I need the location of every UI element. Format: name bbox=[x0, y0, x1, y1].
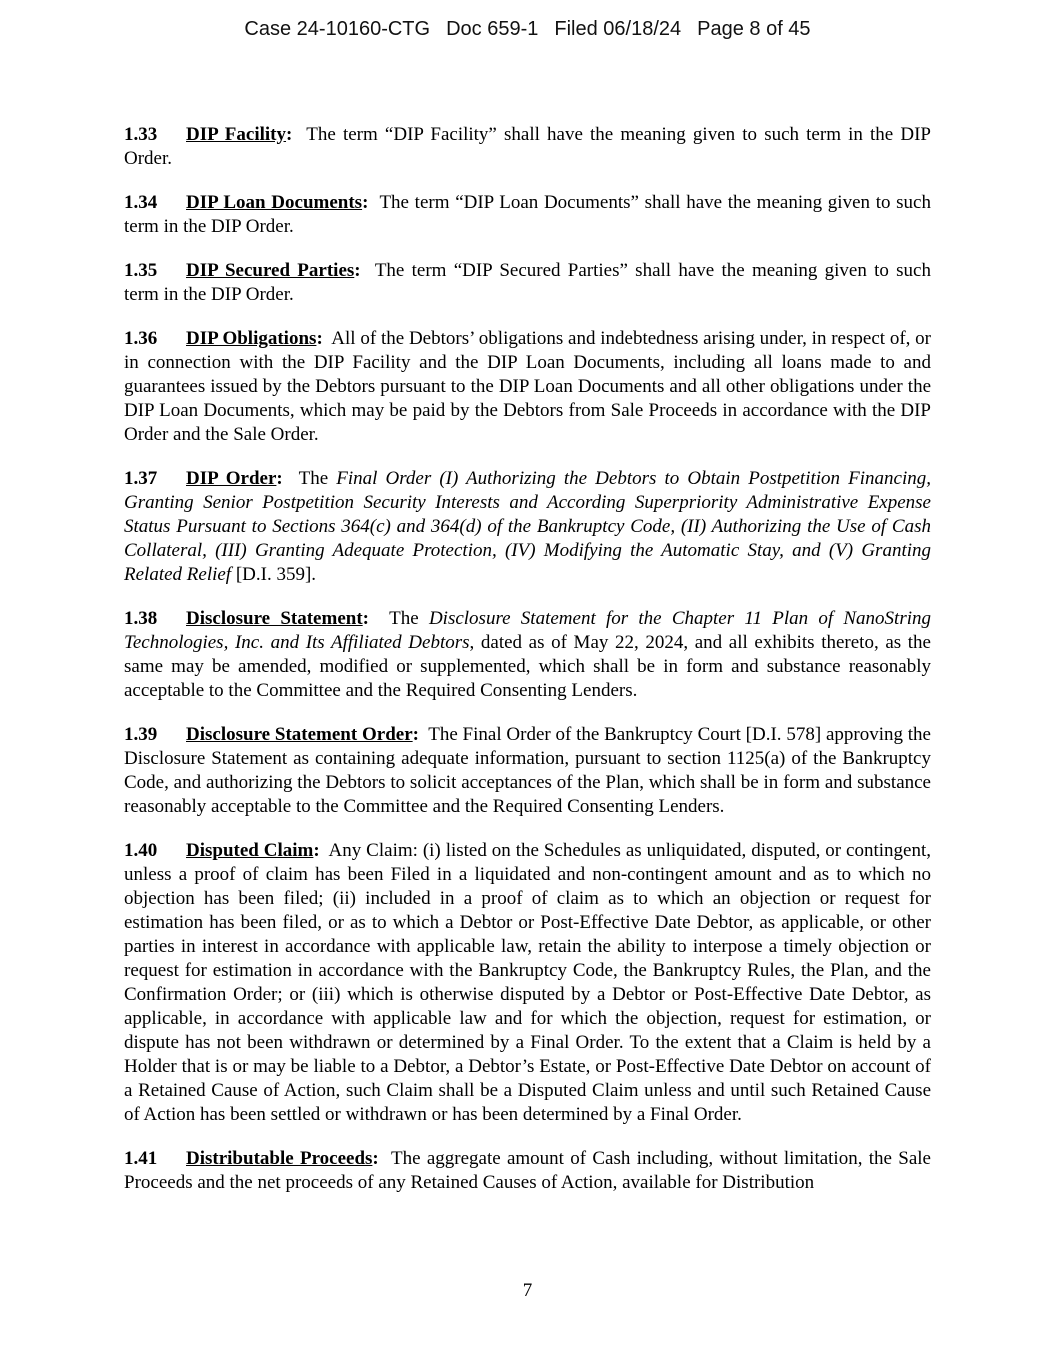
statement-title: Disclosure Statement for the Chapter 11 Plan of NanoString Technologies, Inc. and Its Affiliated Debtors bbox=[124, 608, 931, 653]
section-text: All of the Debtors’ obligations and indebtedness arising under, in respect of, or in connection with the DIP Facility and the DIP Loan Documents, including all loans made to and guarantees issued by the Debtors pursuant to the DIP Loan Documents and all other obligations under the DIP Loan Documents, which may be paid by the Debtors from Sale Proceeds in accordance with the DIP Order and the Sale Order. bbox=[124, 328, 931, 445]
section-number: 1.36 bbox=[124, 328, 158, 349]
section-text: The aggregate amount of Cash including, without limitation, the Sale Proceeds and the net proceeds of any Retained Causes of Action, available for Distribution bbox=[124, 1148, 931, 1193]
doc-number: Doc 659-1 bbox=[446, 18, 539, 40]
defined-term: Disclosure Statement Order bbox=[186, 724, 413, 745]
section-text: The Final Order of the Bankruptcy Court [D.I. 578] approving the Disclosure Statement as containing adequate information, pursuant to section 1125(a) of the Bankruptcy Code, and authorizing the Debtors to solicit acceptances of the Plan, which shall be in form and substance reasonably acceptable to the Committee and the Required Consenting Lenders. bbox=[124, 724, 931, 817]
section-text-pre: The bbox=[389, 608, 419, 629]
case-header bbox=[0, 18, 1055, 41]
defined-term: DIP Obligations bbox=[186, 328, 317, 349]
defined-term: DIP Facility bbox=[186, 124, 287, 145]
section-1-39: 1.39 Disclosure Statement Order: The Final Order of the Bankruptcy Court [D.I. 578] approving the Disclosure Statement as containing adequate information, pursuant to section 1125(a) of the Bankruptcy Code, and authorizing the Debtors to solicit acceptances of the Plan, which shall be in form and substance reasonably acceptable to the Committee and the Required Consenting Lenders. bbox=[124, 724, 931, 817]
section-1-37: 1.37 DIP Order: The Final Order (I) Authorizing the Debtors to Obtain Postpetition Financing, Granting Senior Postpetition Security Interests and According Superpriority Administrative Expense Status Pursuant to Sections 364(c) and 364(d) of the Bankruptcy Code, (II) Authorizing the Use of Cash Collateral, (III) Granting Adequate Protection, (IV) Modifying the Automatic Stay, and (V) Granting Related Relief [D.I. 359]. bbox=[124, 468, 931, 585]
section-number: 1.37 bbox=[124, 468, 158, 489]
section-1-41: 1.41 Distributable Proceeds: The aggregate amount of Cash including, without limitation, the Sale Proceeds and the net proceeds of any Retained Causes of Action, available for Distribution bbox=[124, 1148, 931, 1193]
section-1-36: 1.36 DIP Obligations: All of the Debtors’ obligations and indebtedness arising under, in respect of, or in connection with the DIP Facility and the DIP Loan Documents, including all loans made to and guarantees issued by the Debtors pursuant to the DIP Loan Documents and all other obligations under the DIP Loan Documents, which may be paid by the Debtors from Sale Proceeds in accordance with the DIP Order and the Sale Order. bbox=[124, 328, 931, 445]
section-number: 1.39 bbox=[124, 724, 158, 745]
section-text-pre: The bbox=[298, 468, 329, 489]
page-number: 7 bbox=[522, 1280, 533, 1301]
section-1-33: 1.33 DIP Facility: The term “DIP Facility” shall have the meaning given to such term in the DIP Order. bbox=[124, 124, 931, 169]
document-body bbox=[124, 123, 931, 1215]
section-1-40: 1.40 Disputed Claim: Any Claim: (i) listed on the Schedules as unliquidated, disputed, or contingent, unless a proof of claim has been Filed in a liquidated and non-contingent amount and as to which no objection has been filed; (ii) included in a proof of claim as to which an objection or request for estimation has been filed, or as to which a Debtor or Post-Effective Date Debtor, as applicable, or other parties in interest in accordance with applicable law, retain the ability to interpose a timely objection or request for estimation in accordance with the Bankruptcy Code, the Bankruptcy Rules, the Plan, and the Confirmation Order; or (iii) which is otherwise disputed by a Debtor or Post-Effective Date Debtor, as applicable, in accordance with applicable law and for which the objection, request for estimation, or dispute has not been withdrawn or determined by a Final Order. To the extent that a Claim is held by a Holder that is or may be liable to a Debtor, a Debtor’s Estate, or Post-Effective Date Debtor on account of a Retained Cause of Action, such Claim shall be a Disputed Claim unless and until such Retained Cause of Action has been settled or withdrawn or has been determined by a Final Order. bbox=[124, 840, 931, 1125]
section-text: The term “DIP Loan Documents” shall have the meaning given to such term in the DIP Order. bbox=[124, 192, 931, 237]
section-1-38: 1.38 Disclosure Statement: The Disclosure Statement for the Chapter 11 Plan of NanoString Technologies, Inc. and Its Affiliated Debtors, dated as of May 22, 2024, and all exhibits thereto, as the same may be amended, modified or supplemented, which shall be in form and substance reasonably acceptable to the Committee and the Required Consenting Lenders. bbox=[124, 608, 931, 701]
defined-term: DIP Order bbox=[186, 468, 277, 489]
defined-term: DIP Loan Documents bbox=[186, 192, 363, 213]
defined-term: Disclosure Statement bbox=[186, 608, 363, 629]
section-number: 1.40 bbox=[124, 840, 158, 861]
section-number: 1.33 bbox=[124, 124, 158, 145]
defined-term: Distributable Proceeds bbox=[186, 1148, 373, 1169]
section-number: 1.34 bbox=[124, 192, 158, 213]
page-indicator: Page 8 of 45 bbox=[697, 18, 811, 40]
order-title: Final Order (I) Authorizing the Debtors to Obtain Postpetition Financing, Granting Senior Postpetition Security Interests and According Superpriority Administrative Expense Status Pursuant to Sections 364(c) and 364(d) of the Bankruptcy Code, (II) Authorizing the Use of Cash Collateral, (III) Granting Adequate Protection, (IV) Modifying the Automatic Stay, and (V) Granting Related Relief bbox=[124, 468, 931, 585]
section-1-34: 1.34 DIP Loan Documents: The term “DIP Loan Documents” shall have the meaning given to such term in the DIP Order. bbox=[124, 192, 931, 237]
case-number: Case 24-10160-CTG bbox=[244, 18, 431, 40]
section-number: 1.41 bbox=[124, 1148, 158, 1169]
section-text: Any Claim: (i) listed on the Schedules as unliquidated, disputed, or contingent, unless a proof of claim has been Filed in a liquidated and non-contingent amount and as to which no objection has been filed; (ii) included in a proof of claim as to which an objection or request for estimation has been filed, or as to which a Debtor or Post-Effective Date Debtor, as applicable, or other parties in interest in accordance with applicable law, retain the ability to interpose a timely objection or request for estimation in accordance with the Bankruptcy Code, the Bankruptcy Rules, the Plan, and the Confirmation Order; or (iii) which is otherwise disputed by a Debtor or Post-Effective Date Debtor, as applicable, in accordance with applicable law and for which the objection, request for estimation, or dispute has not been withdrawn or determined by a Final Order. To the extent that a Claim is held by a Holder that is or may be liable to a Debtor, a Debtor’s Estate, or Post-Effective Date Debtor on account of a Retained Cause of Action, such Claim shall be a Disputed Claim unless and until such Retained Cause of Action has been settled or withdrawn or has been determined by a Final Order. bbox=[124, 840, 931, 1125]
section-text-post: [D.I. 359]. bbox=[235, 564, 317, 585]
section-number: 1.35 bbox=[124, 260, 158, 281]
section-text: The term “DIP Secured Parties” shall have the meaning given to such term in the DIP Order. bbox=[124, 260, 931, 305]
defined-term: Disputed Claim bbox=[186, 840, 314, 861]
defined-term: DIP Secured Parties bbox=[186, 260, 355, 281]
filed-date: Filed 06/18/24 bbox=[554, 18, 682, 40]
section-number: 1.38 bbox=[124, 608, 158, 629]
section-1-35: 1.35 DIP Secured Parties: The term “DIP Secured Parties” shall have the meaning given to such term in the DIP Order. bbox=[124, 260, 931, 305]
section-text: The term “DIP Facility” shall have the meaning given to such term in the DIP Order. bbox=[124, 124, 931, 169]
section-text-post: , dated as of May 22, 2024, and all exhibits thereto, as the same may be amended, modified or supplemented, which shall be in form and substance reasonably acceptable to the Committee and the Required Consenting Lenders. bbox=[124, 632, 931, 701]
